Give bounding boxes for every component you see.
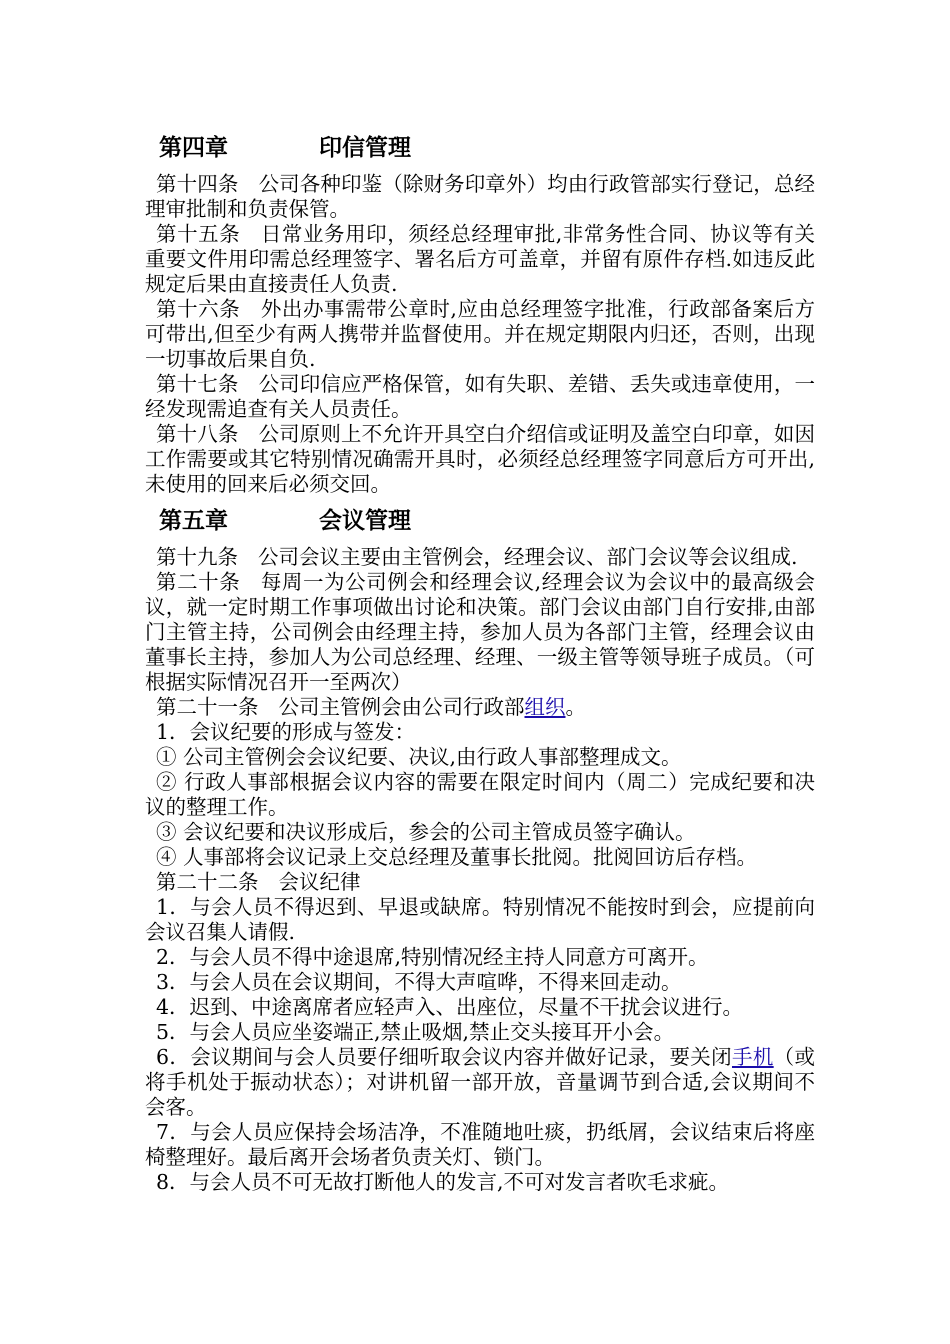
article-label: 第十八条 [156,422,239,446]
article-text: 公司主管例会由公司行政部 [278,695,525,719]
article-label: 第十六条 [156,297,241,321]
chapter-4-number: 第四章 [159,135,228,161]
article-text: 每周一为公司例会和经理会议,经理会议为会议中的最高级会议，就一定时期工作事项做出讨论和决策。部门会议由部门自行安排,由部门主管主持，公司例会由经理主持，参加人员为各部门主管，经理会议由董事长主持，参加人为公司总经理、经理、一级主管等领导班子成员。（可根据实际情况召开一至两次） [145,570,816,694]
chapter-5-number: 第五章 [159,508,228,534]
organize-link[interactable]: 组织 [524,695,566,719]
rule-5: 5．与会人员应坐姿端正,禁止吸烟,禁止交头接耳开小会。 [156,1020,675,1044]
minutes-item-2: ② 行政人事部根据会议内容的需要在限定时间内（周二）完成纪要和决议的整理工作。 [145,770,815,819]
article-label: 第十九条 [156,545,238,569]
minutes-item-3: ③ 会议纪要和决议形成后，参会的公司主管成员签字确认。 [156,820,696,844]
rule-6 [145,1045,815,1120]
article-text: 外出办事需带公章时,应由总经理签字批准，行政部备案后方可带出,但至少有两人携带并监督使用。并在规定期限内归还，否则，出现一切事故后果自负. [145,297,816,371]
rule-2: 2．与会人员不得中途退席,特别情况经主持人同意方可离开。 [156,945,709,969]
article-20 [145,570,815,695]
article-text: 公司会议主要由主管例会，经理会议、部门会议等会议组成. [258,545,798,569]
article-19 [145,545,815,570]
rule-1: 1．与会人员不得迟到、早退或缺席。特别情况不能按时到会，应提前向会议召集人请假. [145,895,815,944]
article-21 [145,695,815,720]
article-label: 第二十条 [156,570,241,594]
article-label: 第二十一条 [156,695,259,719]
phone-link[interactable]: 手机 [731,1045,774,1069]
rule-4: 4．迟到、中途离席者应轻声入、出座位，尽量不干扰会议进行。 [156,995,744,1019]
article-label: 第十四条 [156,172,239,196]
minutes-title: 1．会议纪要的形成与签发： [156,720,416,744]
rule-7: 7．与会人员应保持会场洁净，不准随地吐痰，扔纸屑，会议结束后将座椅整理好。最后离开会场者负责关灯、锁门。 [145,1120,815,1169]
article-16 [145,297,815,372]
article-22 [145,870,815,895]
rule-8: 8．与会人员不可无故打断他人的发言,不可对发言者吹毛求疵。 [156,1170,730,1194]
chapter-4-heading [145,130,815,166]
article-15 [145,222,815,297]
article-text: 公司各种印鉴（除财务印章外）均由行政管部实行登记，总经理审批制和负责保管。 [145,172,815,221]
document-page [145,130,815,1195]
rule-3: 3．与会人员在会议期间，不得大声喧哗，不得来回走动。 [156,970,682,994]
article-label: 第二十二条 [156,870,259,894]
article-label: 第十七条 [156,372,239,396]
article-14 [145,172,815,222]
rule-6-text-end: （或将手机处于振动状态）；对讲机留一部开放，音量调节到合适,会议期间不会客。 [145,1045,816,1119]
article-18 [145,422,815,497]
article-17 [145,372,815,422]
article-text: 公司印信应严格保管，如有失职、差错、丢失或违章使用，一经发现需追查有关人员责任。 [145,372,815,421]
chapter-5-heading [145,503,815,539]
article-text: 公司原则上不允许开具空白介绍信或证明及盖空白印章，如因工作需要或其它特别情况确需开具时，必须经总经理签字同意后方可开出,未使用的回来后必须交回。 [145,422,815,496]
article-text: 日常业务用印，须经总经理审批,非常务性合同、协议等有关重要文件用印需总经理签字、署名后方可盖章，并留有原件存档.如违反此规定后果由直接责任人负责. [145,222,816,296]
article-text-end: 。 [565,695,586,719]
chapter-5-title: 会议管理 [319,508,411,534]
rule-6-text: 6．会议期间与会人员要仔细听取会议内容并做好记录，要关闭 [156,1045,732,1069]
article-label: 第十五条 [156,222,241,246]
minutes-item-1: ① 公司主管例会会议纪要、决议,由行政人事部整理成文。 [156,745,682,769]
minutes-item-4: ④ 人事部将会议记录上交总经理及董事长批阅。批阅回访后存档。 [156,845,758,869]
article-text: 会议纪律 [278,870,361,894]
chapter-4-title: 印信管理 [319,135,411,161]
